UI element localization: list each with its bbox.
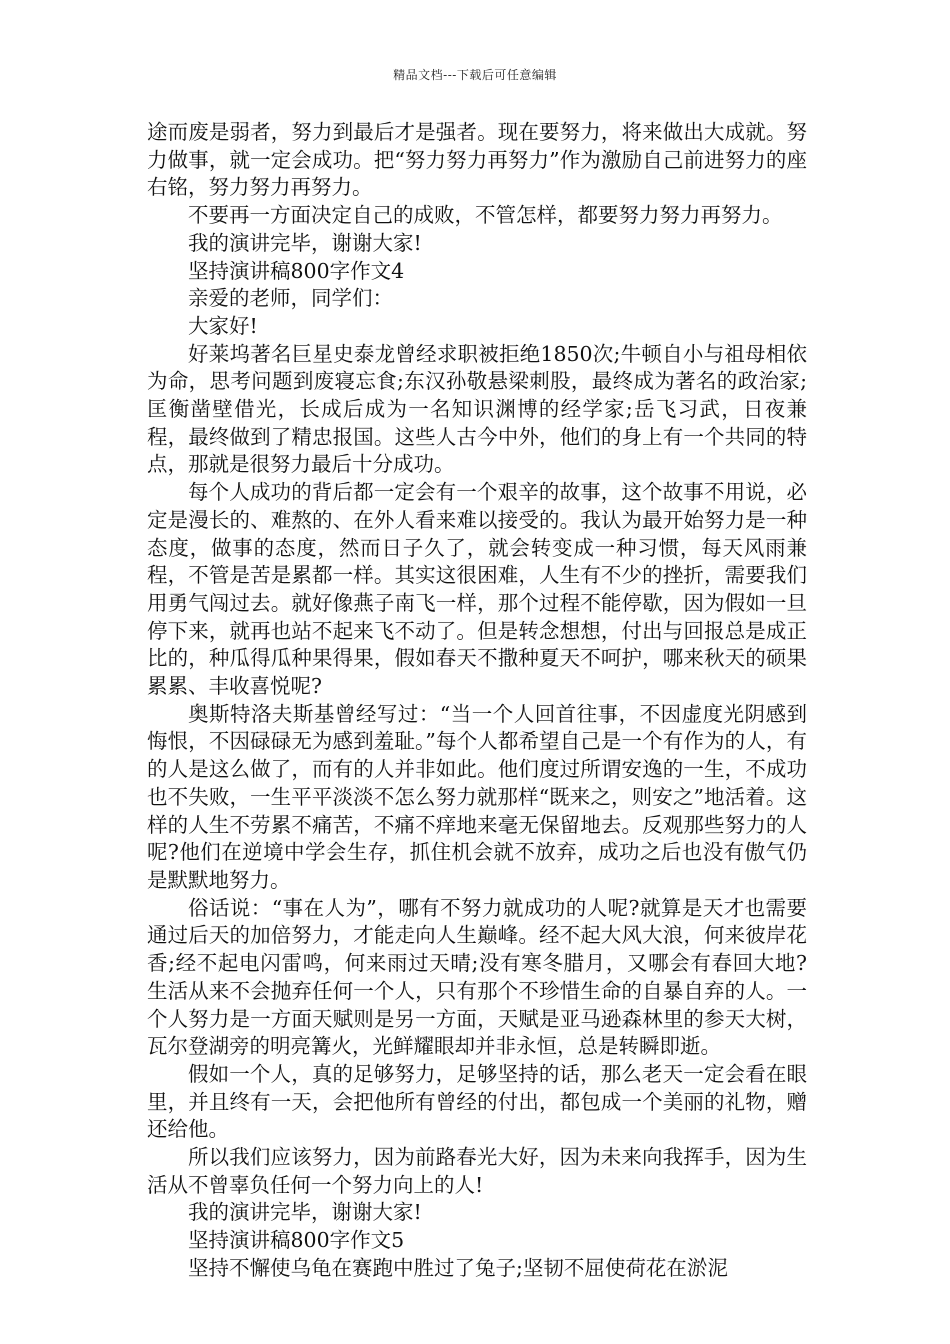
paragraph: 好莱坞著名巨星史泰龙曾经求职被拒绝1850次;牛顿自小与祖母相依为命，思考问题到废寝忘食;东汉孙敬悬梁刺股，最终成为著名的政治家;匡衡凿壁借光，长成后成为一名知识渊博的经学家;岳飞习武，日夜兼程，最终做到了精忠报国。这些人古今中外，他们的身上有一个共同的特点，那就是很努力最后十分成功。 [147,341,807,477]
salutation: 亲爱的老师，同学们： [188,286,393,311]
closing-line: 我的演讲完毕，谢谢大家! [188,230,422,255]
paragraph: 俗话说：“事在人为”，哪有不努力就成功的人呢?就算是天才也需要通过后天的加倍努力，才能走向人生巅峰。经不起大风大浪，何来彼岸花香;经不起电闪雷鸣，何来雨过天晴;没有寒冬腊月，又哪会有春回大地?生活从来不会抛弃任何一个人，只有那个不珍惜生命的自暴自弃的人。一个人努力是一方面天赋则是另一方面，天赋是亚马逊森林里的参天大树，瓦尔登湖旁的明亮篝火，光鲜耀眼却并非永恒，总是转瞬即逝。 [147,895,807,1059]
document-body [147,119,807,1283]
greeting: 大家好! [188,313,258,338]
paragraph: 不要再一方面决定自己的成败，不管怎样，都要努力努力再努力。 [188,203,783,228]
section-title: 坚持演讲稿800字作文4 [188,258,405,283]
paragraph: 每个人成功的背后都一定会有一个艰辛的故事，这个故事不用说，必定是漫长的、难熬的、在外人看来难以接受的。我认为最开始努力是一种态度，做事的态度，然而日子久了，就会转变成一种习惯，每天风雨兼程，不管是苦是累都一样。其实这很困难，人生有不少的挫折，需要我们用勇气闯过去。就好像燕子南飞一样，那个过程不能停歇，因为假如一旦停下来，就再也站不起来飞不动了。但是转念想想，付出与回报总是成正比的，种瓜得瓜种果得果，假如春天不撒种夏天不呵护，哪来秋天的硕果累累、丰收喜悦呢? [147,480,807,699]
section-title: 坚持演讲稿800字作文5 [188,1228,405,1253]
paragraph: 假如一个人，真的足够努力，足够坚持的话，那么老天一定会看在眼里，并且终有一天，会把他所有曾经的付出，都包成一个美丽的礼物，赠还给他。 [147,1061,807,1142]
paragraph: 坚持不懈使乌龟在赛跑中胜过了兔子;坚韧不屈使荷花在淤泥 [188,1255,728,1280]
paragraph: 途而废是弱者，努力到最后才是强者。现在要努力，将来做出大成就。努力做事，就一定会成功。把“努力努力再努力”作为激励自己前进努力的座右铭，努力努力再努力。 [147,120,807,200]
paragraph: 所以我们应该努力，因为前路春光大好，因为未来向我挥手，因为生活从不曾辜负任何一个努力向上的人! [147,1145,807,1197]
page-header: 精品文档---下载后可任意编辑 [393,68,557,82]
closing-line: 我的演讲完毕，谢谢大家! [188,1200,422,1225]
paragraph: 奥斯特洛夫斯基曾经写过：“当一个人回首往事，不因虚度光阴感到悔恨，不因碌碌无为感到羞耻。”每个人都希望自己是一个有作为的人，有的人是这么做了，而有的人并非如此。他们度过所谓安逸的一生，不成功也不失败，一生平平淡淡不怎么努力就那样“既来之，则安之”地活着。这样的人生不劳累不痛苦，不痛不痒地来毫无保留地去。反观那些努力的人呢?他们在逆境中学会生存，抓住机会就不放弃，成功之后也没有傲气仍是默默地努力。 [147,701,807,892]
